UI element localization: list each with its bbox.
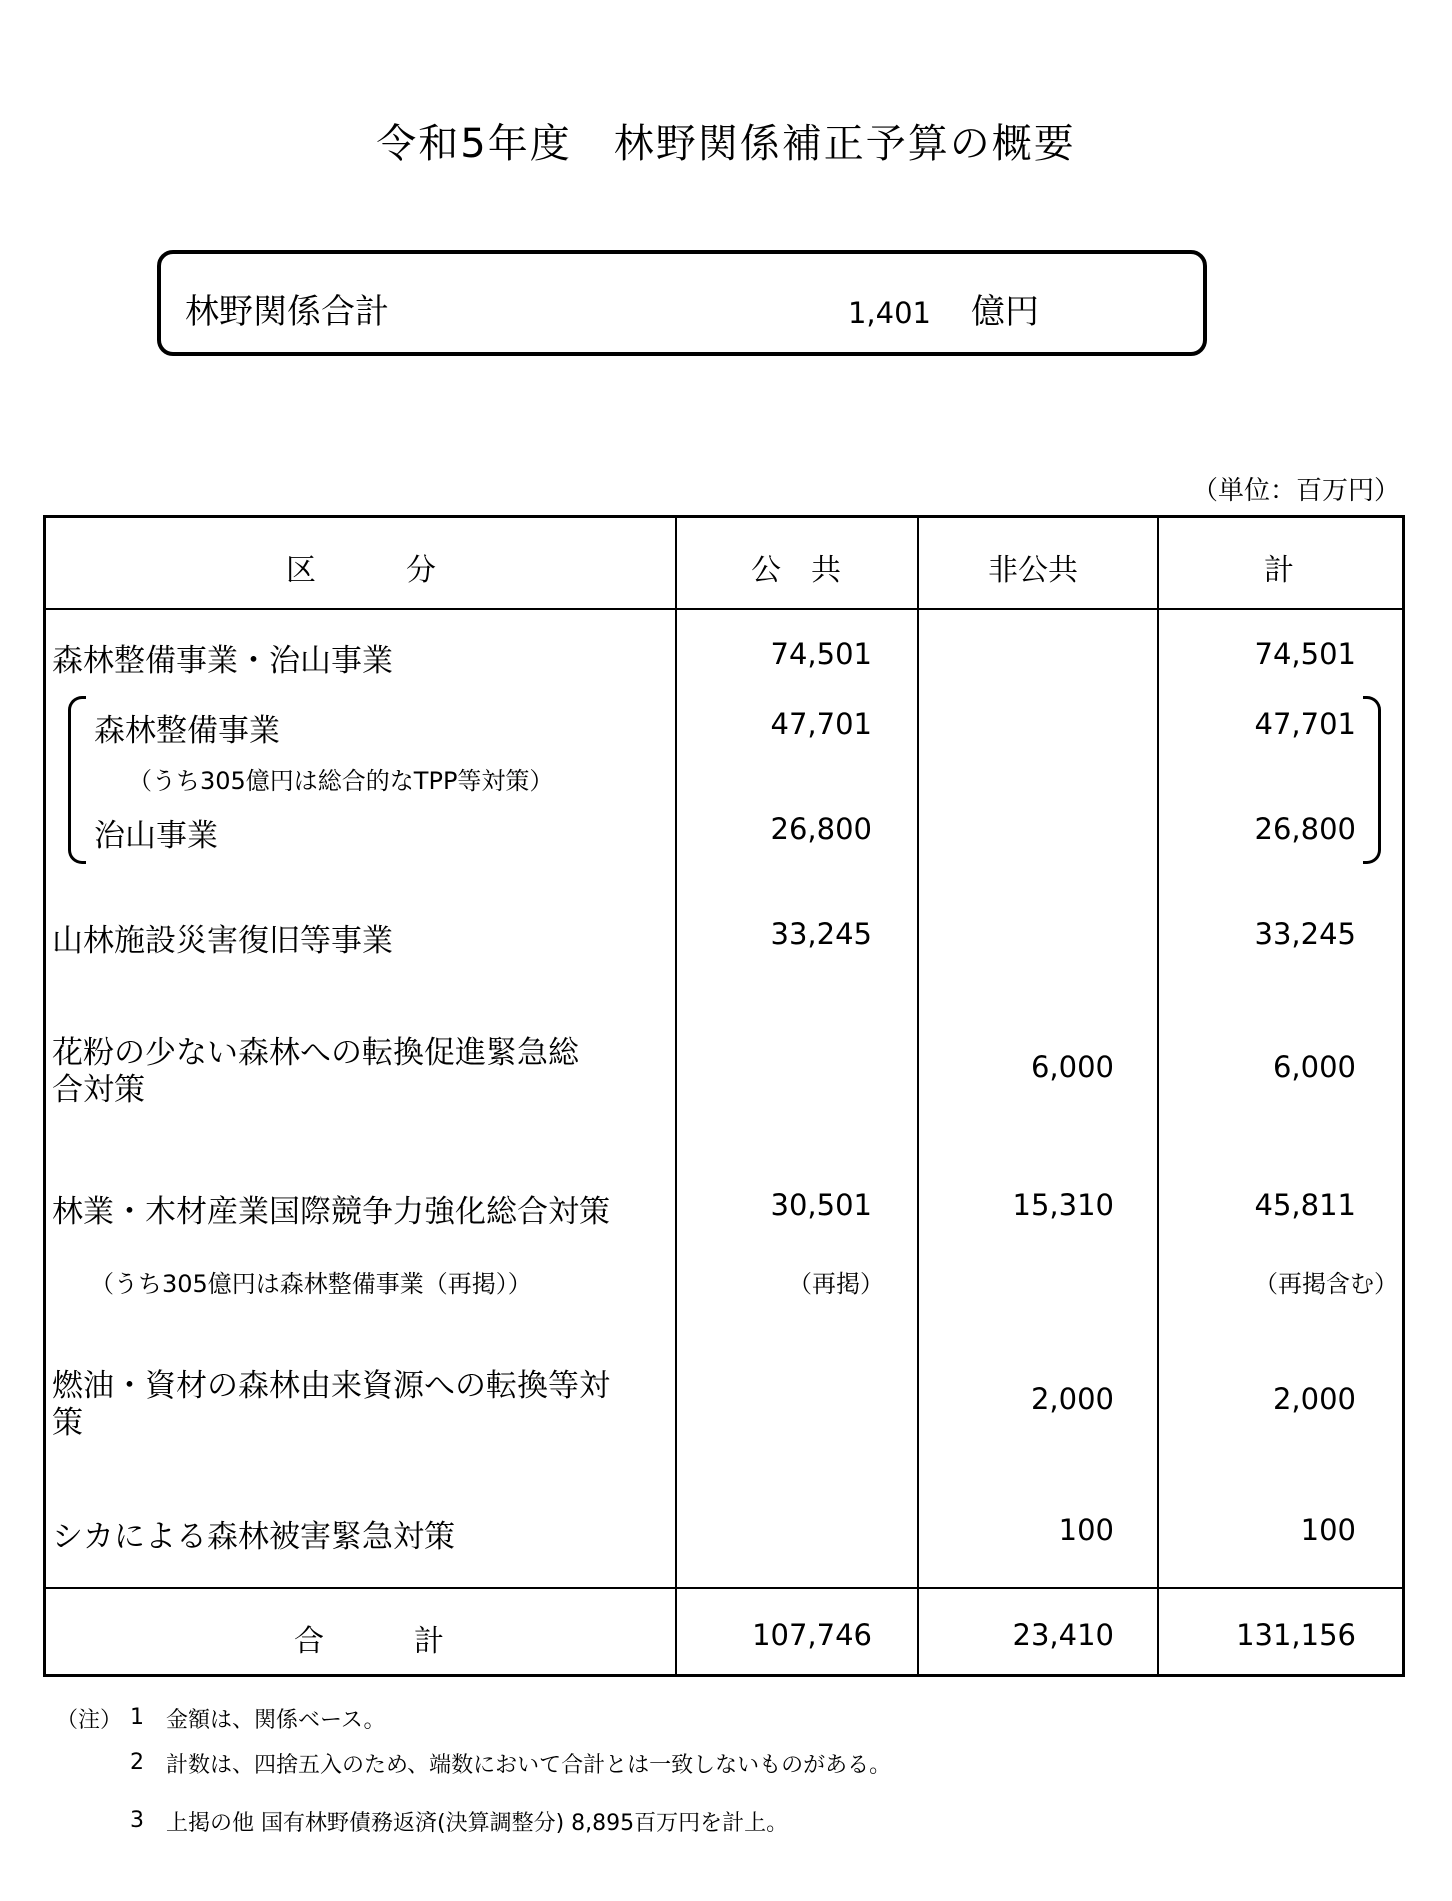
row-total: 33,245 xyxy=(1254,917,1356,951)
footer-nonpublic: 23,410 xyxy=(1012,1618,1114,1652)
row-label: 治山事業 xyxy=(94,818,218,854)
row-label-line1: 燃油・資材の森林由来資源への転換等対 xyxy=(52,1368,610,1404)
row-total: 26,800 xyxy=(1254,812,1356,846)
header-nonpublic: 非公共 xyxy=(988,553,1078,588)
column-divider xyxy=(1157,518,1159,1674)
footer-total: 131,156 xyxy=(1236,1618,1356,1652)
row-total-note: （再掲含む） xyxy=(1254,1270,1398,1298)
footer-public: 107,746 xyxy=(752,1618,872,1652)
row-label: 林業・木材産業国際競争力強化総合対策 xyxy=(52,1194,610,1230)
row-sublabel: （うち305億円は総合的なTPP等対策） xyxy=(128,767,554,795)
row-label: 森林整備事業 xyxy=(94,713,280,749)
page-title: 令和5年度 林野関係補正予算の概要 xyxy=(376,121,1076,167)
row-total: 6,000 xyxy=(1272,1050,1356,1084)
unit-note: （単位：百万円） xyxy=(1191,476,1400,506)
summary-label: 林野関係合計 xyxy=(185,292,389,332)
header-public: 公 共 xyxy=(751,553,841,588)
row-public: 33,245 xyxy=(770,917,872,951)
summary-amount: 1,401 xyxy=(847,296,931,330)
row-label: シカによる森林被害緊急対策 xyxy=(52,1519,455,1555)
summary-box xyxy=(157,250,1207,356)
row-public: 30,501 xyxy=(770,1188,872,1222)
summary-unit: 億円 xyxy=(971,292,1039,332)
row-total: 47,701 xyxy=(1254,707,1356,741)
row-public: 26,800 xyxy=(770,812,872,846)
row-label: 森林整備事業・治山事業 xyxy=(52,643,393,679)
header-divider xyxy=(46,608,1402,610)
row-nonpublic: 2,000 xyxy=(1030,1382,1114,1416)
row-nonpublic: 6,000 xyxy=(1030,1050,1114,1084)
row-label-line1: 花粉の少ない森林への転換促進緊急総 xyxy=(52,1035,579,1071)
notes-prefix: （注） xyxy=(56,1708,123,1733)
note-text: 計数は、四捨五入のため、端数において合計とは一致しないものがある。 xyxy=(166,1753,892,1778)
footer-divider xyxy=(46,1587,1402,1589)
note-number: 2 xyxy=(130,1750,144,1775)
row-nonpublic: 15,310 xyxy=(1012,1188,1114,1222)
column-divider xyxy=(675,518,677,1674)
row-label: 山林施設災害復旧等事業 xyxy=(52,923,393,959)
note-text: 上掲の他 国有林野債務返済(決算調整分) 8,895百万円を計上。 xyxy=(166,1811,789,1836)
row-public: 47,701 xyxy=(770,707,872,741)
right-bracket xyxy=(1363,696,1381,864)
row-sublabel: （うち305億円は森林整備事業（再掲）） xyxy=(90,1270,532,1298)
note-number: 3 xyxy=(130,1808,144,1833)
column-divider xyxy=(917,518,919,1674)
row-label-line2: 合対策 xyxy=(52,1072,145,1108)
row-public-note: （再掲） xyxy=(788,1270,884,1298)
left-bracket xyxy=(68,696,86,864)
row-total: 100 xyxy=(1300,1513,1356,1547)
note-number: 1 xyxy=(130,1705,144,1730)
row-total: 2,000 xyxy=(1272,1382,1356,1416)
row-nonpublic: 100 xyxy=(1058,1513,1114,1547)
budget-table xyxy=(43,515,1405,1677)
header-total: 計 xyxy=(1264,553,1294,588)
row-public: 74,501 xyxy=(770,637,872,671)
note-text: 金額は、関係ベース。 xyxy=(166,1708,386,1733)
row-total: 74,501 xyxy=(1254,637,1356,671)
row-total: 45,811 xyxy=(1254,1188,1356,1222)
footer-label: 合 計 xyxy=(294,1624,444,1659)
summary-value xyxy=(811,284,1061,333)
header-category: 区 分 xyxy=(286,553,436,588)
row-label-line2: 策 xyxy=(52,1405,83,1441)
